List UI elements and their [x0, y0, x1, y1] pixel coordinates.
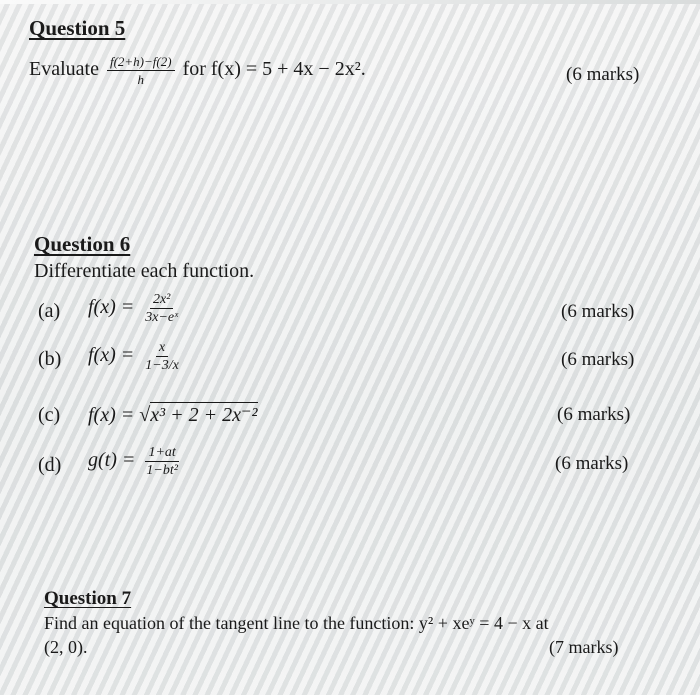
square-root-symbol: √	[139, 404, 151, 426]
part-c-expression	[88, 402, 258, 427]
question-5-marks: (6 marks)	[566, 64, 640, 85]
part-a-fraction	[142, 292, 181, 325]
part-d-fraction	[143, 445, 181, 478]
difference-quotient	[107, 54, 175, 87]
question-5-title: Question 5	[29, 16, 126, 40]
part-b-label: (b)	[38, 348, 62, 370]
part-b-numerator: x	[156, 340, 168, 357]
part-c-label: (c)	[38, 404, 61, 426]
question-7-line-1: Find an equation of the tangent line to the function: y² + xeʸ = 4 − x at	[44, 613, 549, 633]
part-a-numerator: 2x²	[150, 292, 173, 309]
question-5-body	[29, 54, 366, 87]
part-d-denominator: 1−bt²	[146, 463, 178, 478]
part-c-lhs: f(x) =	[88, 404, 135, 426]
part-b-denominator: 1−3/x	[145, 358, 179, 373]
part-a-marks: (6 marks)	[561, 301, 635, 322]
part-a-lhs: f(x) =	[88, 296, 135, 319]
question-6-title: Question 6	[34, 232, 131, 256]
question-7-marks: (7 marks)	[549, 637, 619, 657]
question-7-line-2: (2, 0).	[44, 637, 88, 657]
part-a-denominator: 3x−eˣ	[145, 310, 179, 325]
part-d-label: (d)	[38, 454, 62, 476]
question-6-instruction: Differentiate each function.	[34, 260, 255, 282]
part-c-marks: (6 marks)	[557, 404, 631, 425]
part-b-marks: (6 marks)	[561, 349, 635, 370]
page-edge	[0, 0, 700, 4]
part-a-label: (a)	[38, 300, 61, 322]
evaluate-label: Evaluate	[29, 58, 99, 81]
question-7-title: Question 7	[44, 588, 132, 609]
part-d-lhs: g(t) =	[88, 449, 136, 472]
part-d-numerator: 1+at	[145, 445, 178, 462]
part-d-expression	[88, 445, 184, 478]
part-d-marks: (6 marks)	[555, 453, 629, 474]
part-b-fraction	[142, 340, 182, 373]
part-b-lhs: f(x) =	[88, 344, 135, 367]
part-a-expression	[88, 292, 184, 325]
question-5-function: for f(x) = 5 + 4x − 2x².	[182, 58, 366, 81]
part-c-radicand: x³ + 2 + 2x⁻²	[150, 404, 258, 426]
part-b-expression	[88, 340, 185, 373]
difference-quotient-denominator: h	[137, 72, 145, 87]
difference-quotient-numerator: f(2+h)−f(2)	[107, 54, 175, 71]
